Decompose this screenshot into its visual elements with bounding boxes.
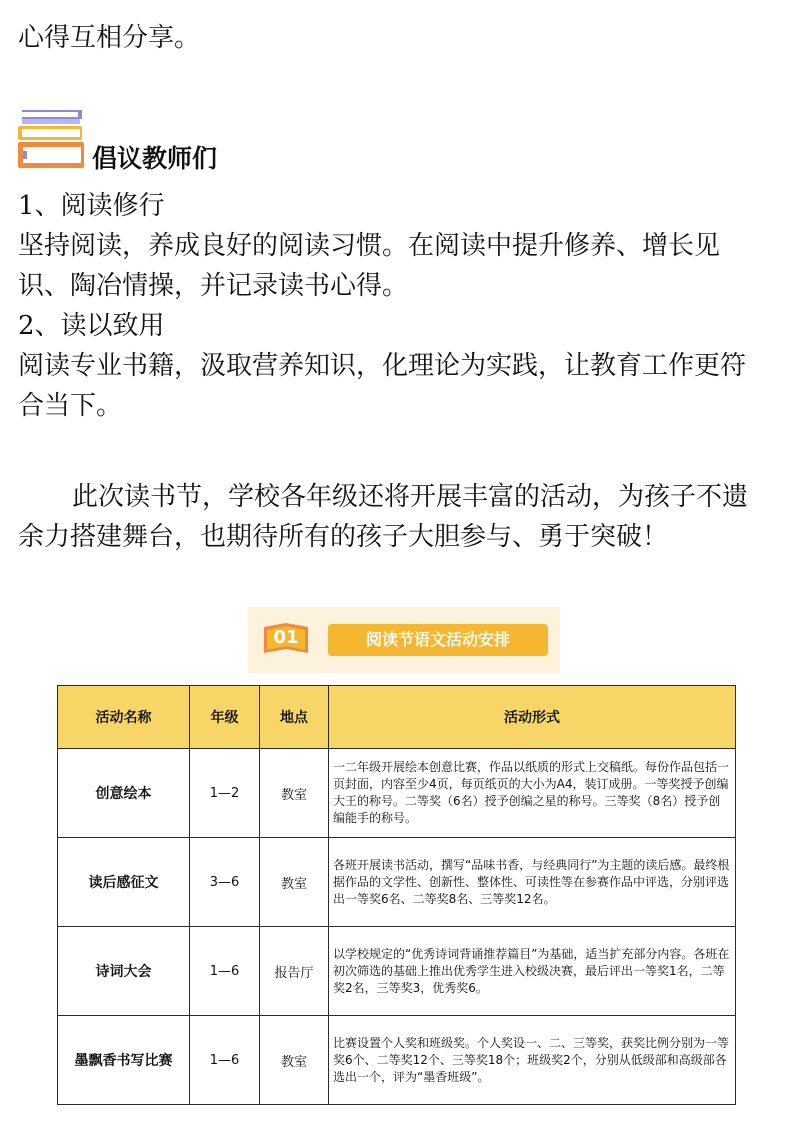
header-grade: 年级 [190, 686, 260, 749]
table-row [58, 1016, 736, 1105]
activity-grade: 1—6 [190, 1016, 260, 1105]
activity-form: 比赛设置个人奖和班级奖。个人奖设一、二、三等奖，获奖比例分别为一等奖6个、二等奖12个、三等奖18个；班级奖2个，分别从低级部和高级部各选出一个，评为“墨香班级”。 [329, 1016, 736, 1105]
activity-place: 教室 [260, 838, 329, 927]
books-icon [16, 108, 86, 170]
closing-paragraph: 此次读书节，学校各年级还将开展丰富的活动，为孩子不遗余力搭建舞台，也期待所有的孩子大胆参与、勇于突破！ [18, 482, 749, 552]
activity-name: 创意绘本 [58, 749, 190, 838]
header-activity-form: 活动形式 [329, 686, 736, 749]
intro-tail: 心得互相分享。 [18, 23, 201, 53]
item-2-heading: 2、读以致用 [18, 311, 165, 341]
activity-grade: 1—2 [190, 749, 260, 838]
activity-name: 读后感征文 [58, 838, 190, 927]
activity-grade: 1—6 [190, 927, 260, 1016]
item-2-body: 阅读专业书籍，汲取营养知识，化理论为实践，让教育工作更符合当下。 [18, 351, 747, 421]
activity-form: 一二年级开展绘本创意比赛，作品以纸质的形式上交稿纸。每份作品包括一页封面，内容至少4页，每页纸页的大小为A4，装订成册。一等奖授予创编大王的称号。二等奖（6名）授予创编之星的称号。三等奖（8名）授予创编能手的称号。 [329, 749, 736, 838]
activity-grade: 3—6 [190, 838, 260, 927]
activity-table [57, 685, 736, 1105]
item-1-heading: 1、阅读修行 [18, 191, 165, 221]
banner-number: 01 [273, 627, 299, 648]
header-activity-name: 活动名称 [58, 686, 190, 749]
activity-place: 教室 [260, 1016, 329, 1105]
table-row [58, 927, 736, 1016]
schedule-banner [248, 607, 560, 673]
banner-title: 阅读节语文活动安排 [328, 624, 548, 656]
table-row [58, 749, 736, 838]
table-header-row [58, 686, 736, 749]
activity-name: 墨飘香书写比赛 [58, 1016, 190, 1105]
activity-place: 报告厅 [260, 927, 329, 1016]
activity-place: 教室 [260, 749, 329, 838]
section-title: 倡议教师们 [92, 144, 218, 173]
table-row [58, 838, 736, 927]
activity-name: 诗词大会 [58, 927, 190, 1016]
activity-form: 以学校规定的“优秀诗词背诵推荐篇目”为基础，适当扩充部分内容。各班在初次筛选的基础上推出优秀学生进入校级决赛，最后评出一等奖1名，二等奖2名，三等奖3，优秀奖6。 [329, 927, 736, 1016]
section-header [16, 108, 316, 173]
item-1-body: 坚持阅读，养成良好的阅读习惯。在阅读中提升修养、增长见识、陶冶情操，并记录读书心得。 [18, 231, 721, 301]
activity-form: 各班开展读书活动，撰写“品味书香，与经典同行”为主题的读后感。最终根据作品的文学性、创新性、整体性、可读性等在参赛作品中评选，分别评选出一等奖6名、二等奖8名、三等奖12名。 [329, 838, 736, 927]
header-place: 地点 [260, 686, 329, 749]
